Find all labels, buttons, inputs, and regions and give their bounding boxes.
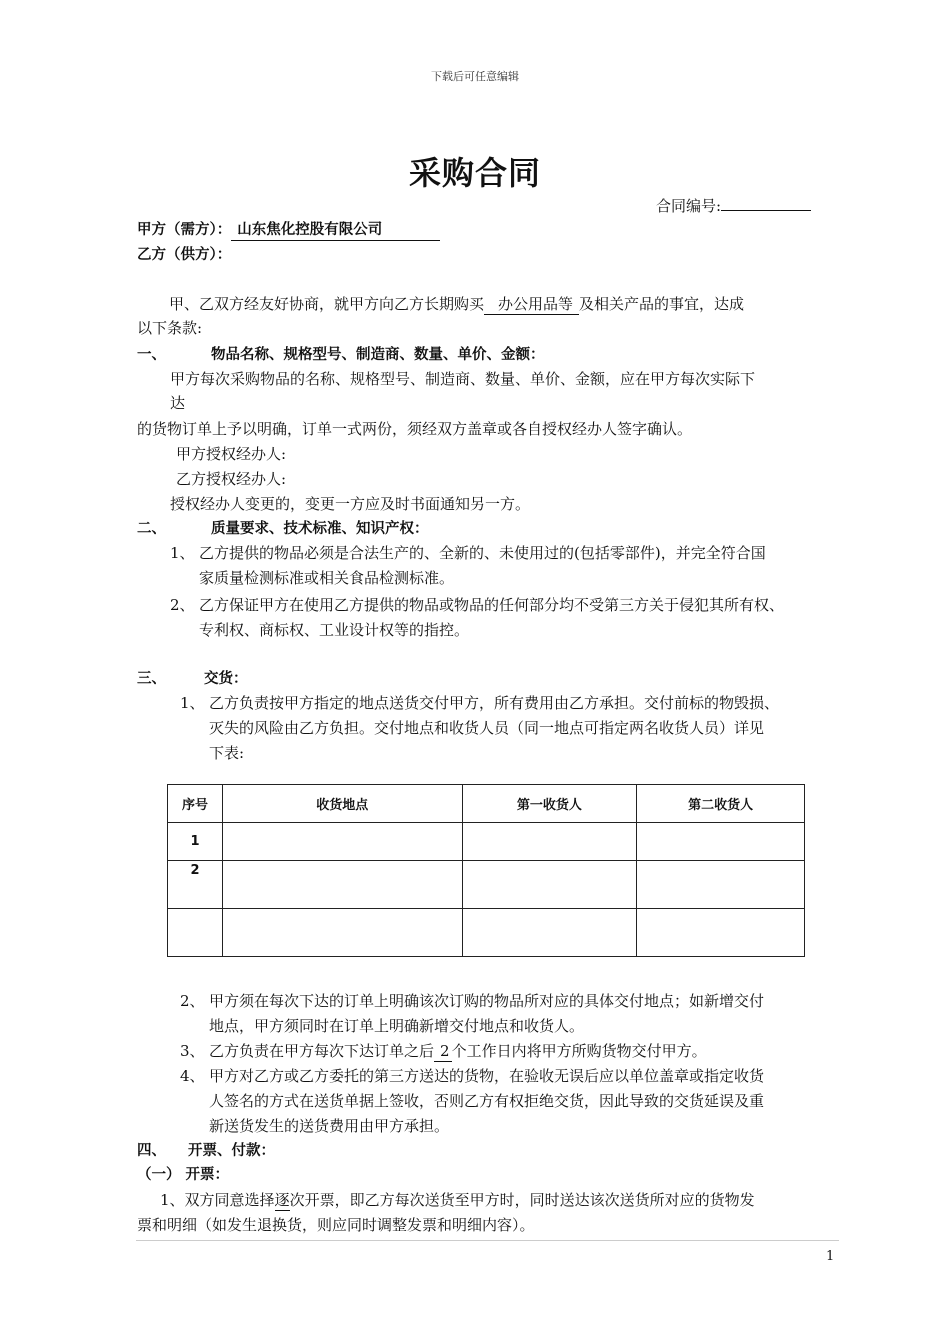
location-cell (222, 861, 462, 909)
s3-item-1-line-1: 乙方负责按甲方指定的地点送货交付甲方，所有费用由乙方承担。交付前标的物毁损、 (209, 694, 780, 712)
intro-line-1 (169, 292, 744, 316)
delivery-table (167, 784, 805, 957)
s3-item-3-post: 个工作日内将甲方所购货物交付甲方。 (451, 1042, 707, 1060)
receiver-2-cell (637, 909, 805, 957)
s3-item-3-pre: 乙方负责在甲方每次下达订单之后 (209, 1042, 435, 1060)
location-cell (222, 909, 462, 957)
s3-item-1-line-3: 下表: (209, 744, 245, 762)
s2-item-1-line-1: 乙方提供的物品必须是合法生产的、全新的、未使用过的(包括零部件)，并完全符合国 (199, 544, 766, 562)
header-cell-receiver-2: 第二收货人 (637, 785, 805, 823)
page-number: 1 (826, 1249, 835, 1264)
s3-item-4-number: 4、 (180, 1067, 205, 1085)
section-4-number: 四、 (137, 1143, 166, 1159)
party-a-label: 甲方（需方）： (137, 222, 232, 238)
s3-item-3-line (209, 1039, 707, 1063)
invoice-line-1 (160, 1188, 755, 1212)
table-row (168, 823, 805, 861)
s3-item-3-number: 3、 (180, 1042, 205, 1060)
invoice-mode: 逐 (274, 1191, 290, 1209)
s2-item-1-line-2: 家质量检测标准或相关食品检测标准。 (199, 569, 455, 587)
receiver-2-cell (637, 823, 805, 861)
intro-line-2: 以下条款: (137, 319, 203, 337)
footer-divider (136, 1240, 839, 1241)
table-row (168, 909, 805, 957)
invoice-line-2: 票和明细（如发生退换货，则应同时调整发票和明细内容）。 (137, 1216, 535, 1234)
header-note: 下载后可任意编辑 (431, 70, 519, 83)
receiver-1-cell (462, 823, 637, 861)
s3-item-4-line-2: 人签名的方式在送货单据上签收，否则乙方有权拒绝交货，因此导致的交货延误及重 (209, 1092, 765, 1110)
intro-post: 及相关产品的事宜，达成 (579, 295, 745, 313)
receiver-1-cell (462, 861, 637, 909)
party-a (137, 218, 440, 242)
row-number: 2 (168, 861, 223, 909)
receiver-2-cell (637, 861, 805, 909)
contract-number-blank (721, 210, 811, 211)
party-b-label: 乙方（供方）： (137, 247, 232, 263)
agent-change-note: 授权经办人变更的，变更一方应及时书面通知另一方。 (170, 495, 531, 513)
section-3-number: 三、 (137, 671, 166, 687)
location-cell (222, 823, 462, 861)
s2-item-2-line-1: 乙方保证甲方在使用乙方提供的物品或物品的任何部分均不受第三方关于侵犯其所有权、 (199, 596, 785, 614)
s2-item-2-line-2: 专利权、商标权、工业设计权等的指控。 (199, 621, 470, 639)
header-cell-location: 收货地点 (222, 785, 462, 823)
document-title: 采购合同 (408, 154, 541, 192)
receiver-1-cell (462, 909, 637, 957)
s3-item-1-number: 1、 (180, 694, 205, 712)
header-cell-no: 序号 (168, 785, 223, 823)
section-1-heading: 物品名称、规格型号、制造商、数量、单价、金额： (211, 347, 545, 363)
s1-para-line-3: 的货物订单上予以明确，订单一式两份，须经双方盖章或各自授权经办人签字确认。 (137, 420, 693, 438)
invoice-pre: 1、双方同意选择 (160, 1191, 275, 1209)
s1-para-line-1: 甲方每次采购物品的名称、规格型号、制造商、数量、单价、金额，应在甲方每次实际下 (170, 370, 756, 388)
row-number: 1 (168, 823, 223, 861)
s3-item-2-line-2: 地点，甲方须同时在订单上明确新增交付地点和收货人。 (209, 1017, 585, 1035)
row-number (168, 909, 223, 957)
section-2-number: 二、 (137, 521, 166, 537)
s2-item-1-number: 1、 (170, 544, 195, 562)
contract-number-label: 合同编号: (656, 197, 722, 215)
s2-item-2-number: 2、 (170, 596, 195, 614)
table-row (168, 861, 805, 909)
invoice-subheading: （一） 开票： (137, 1167, 230, 1183)
invoice-post: 次开票，即乙方每次送货至甲方时，同时送达该次送货所对应的货物发 (289, 1191, 755, 1209)
section-4-heading: 开票、付款： (188, 1143, 275, 1159)
s1-para-line-2: 达 (170, 394, 186, 412)
intro-pre: 甲、乙双方经友好协商，就甲方向乙方长期购买 (169, 295, 485, 313)
party-b-agent: 乙方授权经办人: (176, 470, 287, 488)
party-a-name: 山东焦化控股有限公司 (231, 221, 440, 241)
delivery-table-header (168, 785, 805, 823)
s3-item-2-line-1: 甲方须在每次下达的订单上明确该次订购的物品所对应的具体交付地点；如新增交付 (209, 992, 765, 1010)
party-a-agent: 甲方授权经办人: (176, 445, 287, 463)
header-cell-receiver-1: 第一收货人 (462, 785, 637, 823)
s3-item-4-line-3: 新送货发生的送货费用由甲方承担。 (209, 1117, 450, 1135)
intro-product: 办公用品等 (484, 295, 579, 315)
section-3-heading: 交货： (204, 671, 248, 687)
s3-item-1-line-2: 灭失的风险由乙方负担。交付地点和收货人员（同一地点可指定两名收货人员）详见 (209, 719, 765, 737)
section-2-heading: 质量要求、技术标准、知识产权： (211, 521, 429, 537)
contract-number (656, 194, 811, 218)
section-1-number: 一、 (137, 347, 166, 363)
delivery-days: 2 (434, 1042, 452, 1062)
s3-item-4-line-1: 甲方对乙方或乙方委托的第三方送达的货物，在验收无误后应以单位盖章或指定收货 (209, 1067, 765, 1085)
s3-item-2-number: 2、 (180, 992, 205, 1010)
